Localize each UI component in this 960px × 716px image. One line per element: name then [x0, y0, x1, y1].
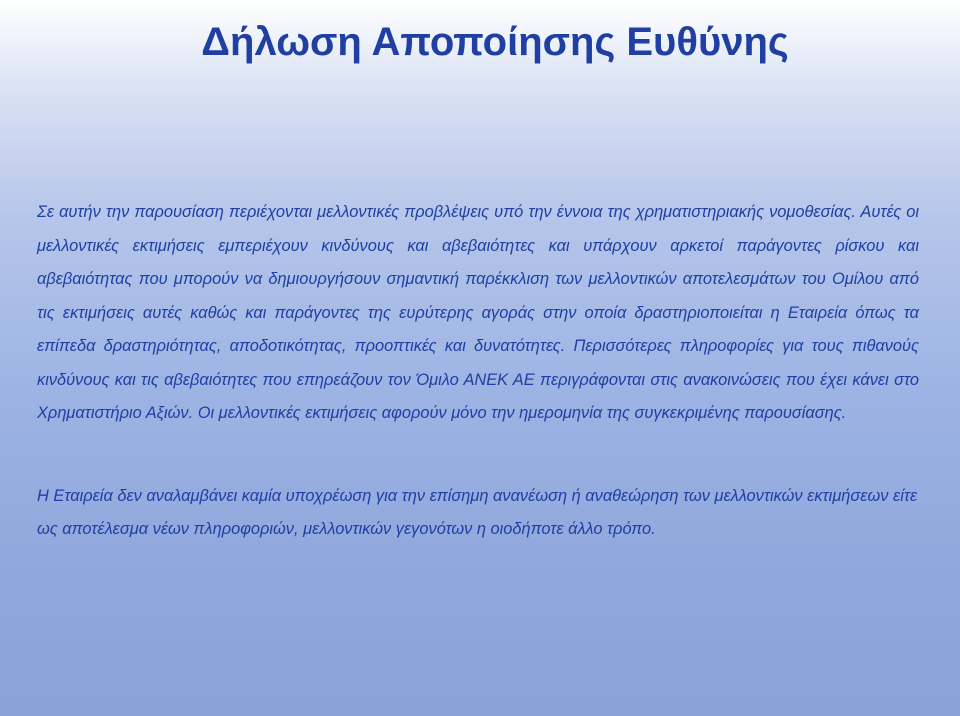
- disclaimer-paragraph-1: Σε αυτήν την παρουσίαση περιέχονται μελλοντικές προβλέψεις υπό την έννοια της χρηματιστηριακής νομοθεσίας. Αυτές οι μελλοντικές εκτιμήσεις εμπεριέχουν κινδύνους και αβεβαιότητες και υπάρχουν αρκετοί παράγοντες ρίσκου και αβεβαιότητας που μπορούν να δημιουργήσουν σημαντική παρέκκλιση των μελλοντικών αποτελεσμάτων του Ομίλου από τις εκτιμήσεις αυτές καθώς και παράγοντες της ευρύτερης αγοράς στην οποία δραστηριοποιείται η Εταιρεία όπως τα επίπεδα δραστηριότητας, αποδοτικότητας, προοπτικές και δυνατότητες. Περισσότερες πληροφορίες για τους πιθανούς κινδύνους και τις αβεβαιότητες που επηρεάζουν τον Όμιλο ΑΝΕΚ ΑΕ περιγράφονται στις ανακοινώσεις που έχει κάνει στο Χρηματιστήριο Αξιών. Οι μελλοντικές εκτιμήσεις αφορούν μόνο την ημερομηνία της συγκεκριμένης παρουσίασης.: [37, 203, 919, 422]
- disclaimer-paragraph-2: Η Εταιρεία δεν αναλαμβάνει καμία υποχρέωση για την επίσημη ανανέωση ή αναθεώρηση των μελλοντικών εκτιμήσεων είτε ως αποτέλεσμα νέων πληροφοριών, μελλοντικών γεγονότων η οιοδήποτε άλλο τρόπο.: [37, 486, 918, 538]
- slide-title: Δήλωση Αποποίησης Ευθύνης: [201, 20, 789, 64]
- slide-body: [37, 196, 919, 547]
